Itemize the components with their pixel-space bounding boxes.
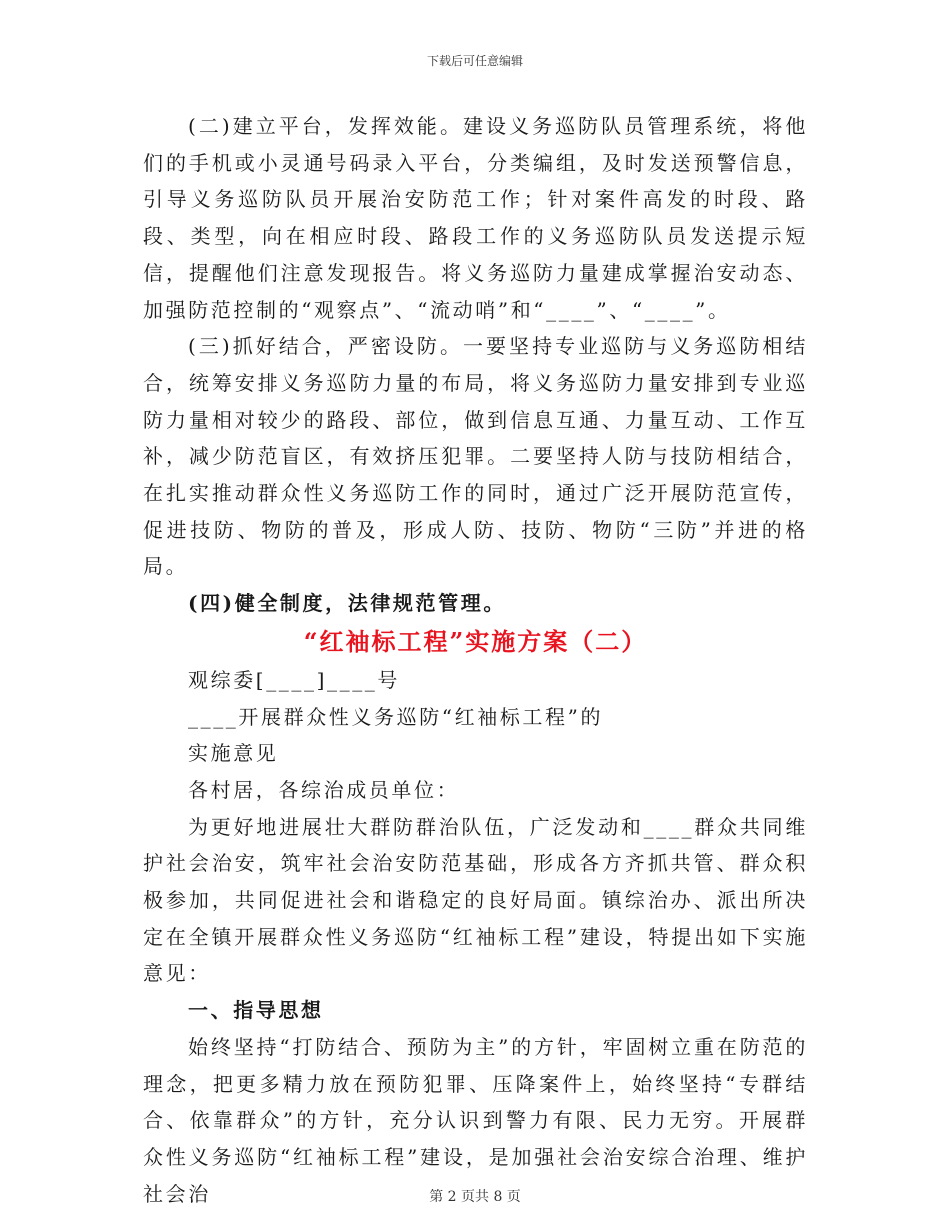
paragraph-improve-system: (四)健全制度，法律规范管理。 bbox=[188, 591, 506, 616]
document-title: “红袖标工程”实施方案（二） bbox=[303, 626, 648, 656]
section-heading-guiding-thought: 一、指导思想 bbox=[188, 998, 324, 1023]
subject-line-2: 实施意见 bbox=[188, 741, 279, 766]
paragraph-build-platform: (二)建立平台，发挥效能。建设义务巡防队员管理系统，将他们的手机或小灵通号码录入平台，分类编组，及时发送预警信息，引导义务巡防队员开展治安防范工作；针对案件高发的时段、路段、类型，向在相应时段、路段工作的义务巡防队员发送提示短信，提醒他们注意发现报告。将义务巡防力量建成掌握治安动态、加强防范控制的“观察点”、“流动哨”和“____”、“____”。 bbox=[143, 114, 808, 322]
paragraph-intro: 为更好地进展壮大群防群治队伍，广泛发动和____群众共同维护社会治安，筑牢社会治安防范基础，形成各方齐抓共管、群众积极参加，共同促进社会和谐稳定的良好局面。镇综治办、派出所决定在全镇开展群众性义务巡防“红袖标工程”建设，特提出如下实施意见： bbox=[143, 814, 808, 986]
page-header-note: 下载后可任意编辑 bbox=[426, 54, 523, 68]
paragraph-guiding-thought: 始终坚持“打防结合、预防为主”的方针，牢固树立重在防范的理念，把更多精力放在预防犯罪、压降案件上，始终坚持“专群结合、依靠群众”的方针，充分认识到警力有限、民力无穷。开展群众性义务巡防“红袖标工程”建设，是加强社会治安综合治理、维护社会治 bbox=[143, 1034, 808, 1206]
paragraph-combine-defense: (三)抓好结合，严密设防。一要坚持专业巡防与义务巡防相结合，统筹安排义务巡防力量的布局，将义务巡防力量安排到专业巡防力量相对较少的路段、部位，做到信息互通、力量互动、工作互补，减少防范盲区，有效挤压犯罪。二要坚持人防与技防相结合，在扎实推动群众性义务巡防工作的同时，通过广泛开展防范宣传，促进技防、物防的普及，形成人防、技防、物防“三防”并进的格局。 bbox=[143, 334, 808, 579]
salutation: 各村居，各综治成员单位： bbox=[188, 777, 460, 802]
document-body bbox=[143, 108, 808, 1212]
page-footer: 第 2 页共 8 页 bbox=[429, 1189, 521, 1205]
subject-line-1: ____开展群众性义务巡防“红袖标工程”的 bbox=[188, 704, 604, 729]
document-number: 观综委[____]____号 bbox=[188, 667, 401, 692]
